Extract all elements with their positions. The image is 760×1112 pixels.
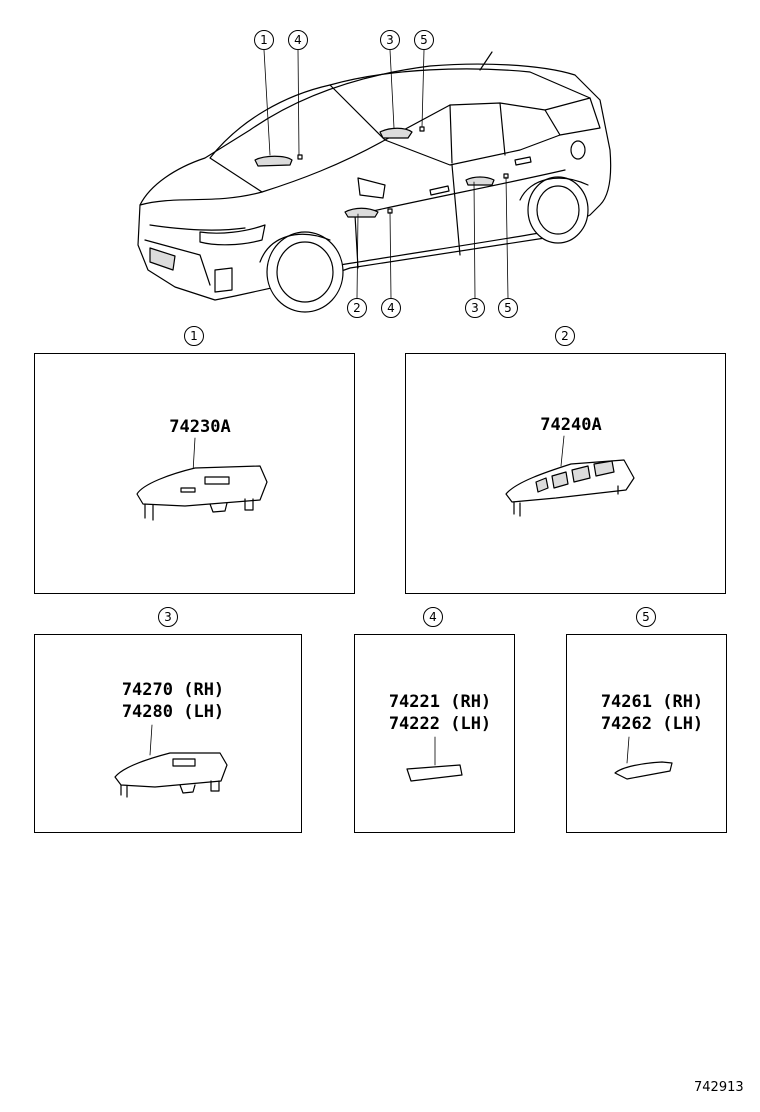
panel-4 [354,634,515,833]
callout-3-top: 3 [380,30,400,50]
panel-2-callout: 2 [555,326,575,346]
callout-3-bottom: 3 [465,298,485,318]
part-number-74261-rh: 74261 (RH) [600,692,704,712]
panel-1 [34,353,355,594]
switch-base-master-illustration [406,354,727,595]
part-number-74240A: 74240A [540,415,602,435]
switch-base-rear-illustration [35,635,303,834]
part-number-74221-rh: 74221 (RH) [388,692,492,712]
callout-5-bottom: 5 [498,298,518,318]
part-number-74262-lh: 74262 (LH) [600,714,704,734]
panel-2 [405,353,726,594]
part-number-74270-rh: 74270 (RH) [121,680,225,700]
cover-plate-illustration [355,635,516,834]
callout-1-top: 1 [254,30,274,50]
callout-4-bottom: 4 [381,298,401,318]
panel-3-callout: 3 [158,607,178,627]
callout-5-top: 5 [414,30,434,50]
panel-5-callout: 5 [636,607,656,627]
callout-2-bottom: 2 [347,298,367,318]
switch-base-illustration [35,354,356,595]
panel-3 [34,634,302,833]
callout-4-top: 4 [288,30,308,50]
car-overview [0,0,760,330]
part-number-74222-lh: 74222 (LH) [388,714,492,734]
part-number-74280-lh: 74280 (LH) [121,702,225,722]
part-number-74230A: 74230A [169,417,231,437]
panel-1-callout: 1 [184,326,204,346]
car-illustration [0,0,760,330]
panel-5 [566,634,727,833]
figure-code: 742913 [694,1080,744,1095]
cover-plate-rear-illustration [567,635,728,834]
panel-4-callout: 4 [423,607,443,627]
